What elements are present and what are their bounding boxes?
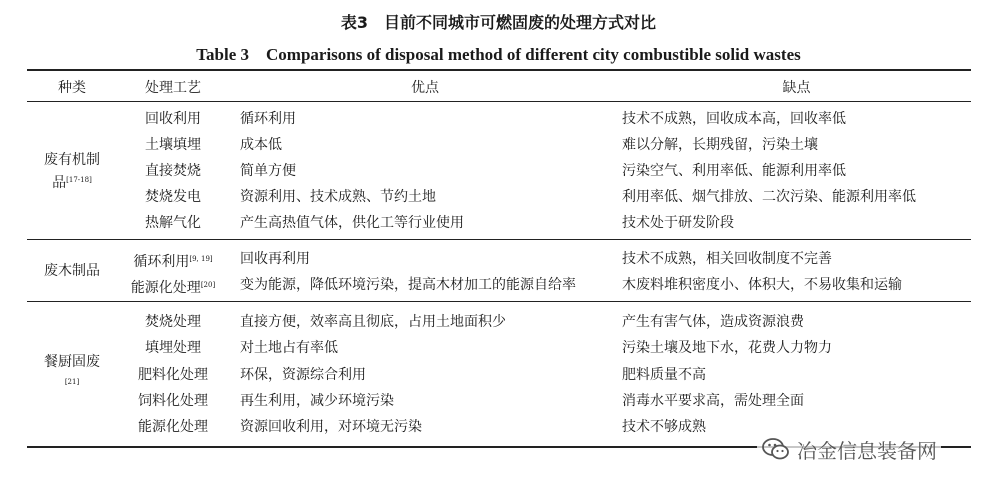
advantage-cell: 直接方便，效率高且彻底，占用土地面积少	[240, 314, 506, 330]
disadvantage-cell: 技术处于研发阶段	[622, 215, 734, 231]
advantage-cell: 资源回收利用，对环境无污染	[240, 419, 422, 435]
advantage-cell: 对土地占有率低	[240, 340, 338, 356]
process-cell: 热解气化	[145, 215, 201, 231]
disadvantage-cell: 污染空气、利用率低、能源利用率低	[622, 163, 846, 179]
citation: [21]	[64, 378, 80, 386]
advantage-cell: 成本低	[240, 137, 282, 153]
advantage-cell: 产生高热值气体，供化工等行业使用	[240, 215, 464, 231]
process-cell: 焚烧处理	[145, 314, 201, 330]
header-advantages: 优点	[411, 80, 439, 96]
process-cell: 焚烧发电	[145, 189, 201, 205]
advantage-cell: 再生利用，减少环境污染	[240, 393, 394, 409]
watermark-text: 冶金信息装备网	[797, 438, 937, 463]
disadvantage-cell: 技术不成熟，相关回收制度不完善	[622, 251, 832, 267]
disadvantage-cell: 消毒水平要求高，需处理全面	[622, 393, 804, 409]
advantage-cell: 循环利用	[240, 111, 296, 127]
advantage-cell: 变为能源，降低环境污染，提高木材加工的能源自给率	[240, 277, 576, 293]
wechat-icon	[761, 436, 791, 462]
disadvantage-cell: 产生有害气体，造成资源浪费	[622, 314, 804, 330]
category-kitchen-waste: 餐厨固废 [21]	[44, 354, 100, 386]
disadvantage-cell: 技术不够成熟	[622, 419, 706, 435]
process-cell: 回收利用	[145, 111, 201, 127]
process-cell: 能源化处理[20]	[130, 280, 216, 296]
advantage-cell: 回收再利用	[240, 251, 310, 267]
group-divider-1	[27, 239, 971, 240]
header-category: 种类	[58, 80, 86, 96]
watermark	[757, 434, 941, 464]
disadvantage-cell: 污染土壤及地下水，花费人力物力	[622, 340, 832, 356]
disadvantage-cell: 利用率低、烟气排放、二次污染、能源利用率低	[622, 189, 916, 205]
group-divider-2	[27, 301, 971, 302]
process-cell: 饲料化处理	[138, 393, 208, 409]
header-rule	[27, 101, 971, 102]
disadvantage-cell: 木废料堆积密度小、体积大，不易收集和运输	[622, 277, 902, 293]
disadvantage-cell: 难以分解，长期残留，污染土壤	[622, 137, 818, 153]
citation: [9, 19]	[189, 255, 213, 263]
process-cell: 直接焚烧	[145, 163, 201, 179]
disadvantage-cell: 技术不成熟，回收成本高，回收率低	[622, 111, 846, 127]
advantage-cell: 资源利用、技术成熟、节约土地	[240, 189, 436, 205]
citation: [17-18]	[66, 176, 92, 184]
process-cell: 土壤填埋	[145, 137, 201, 153]
category-wood-waste: 废木制品	[44, 263, 100, 279]
table-title-chinese: 表3 目前不同城市可燃固废的处理方式对比	[340, 13, 657, 32]
table-title-english: Table 3 Comparisons of disposal method of different city combustible solid wastes	[196, 45, 801, 64]
advantage-cell: 简单方便	[240, 163, 296, 179]
process-cell: 填埋处理	[145, 340, 201, 356]
header-process: 处理工艺	[145, 80, 201, 96]
disadvantage-cell: 肥料质量不高	[622, 367, 706, 383]
process-cell: 能源化处理	[138, 419, 208, 435]
process-cell: 循环利用[9, 19]	[133, 254, 213, 270]
citation: [20]	[200, 281, 216, 289]
header-disadvantages: 缺点	[782, 80, 811, 96]
process-cell: 肥料化处理	[138, 367, 208, 383]
category-organic-waste: 废有机制 品[17-18]	[44, 152, 100, 191]
advantage-cell: 环保，资源综合利用	[240, 367, 366, 383]
top-rule	[27, 69, 971, 71]
